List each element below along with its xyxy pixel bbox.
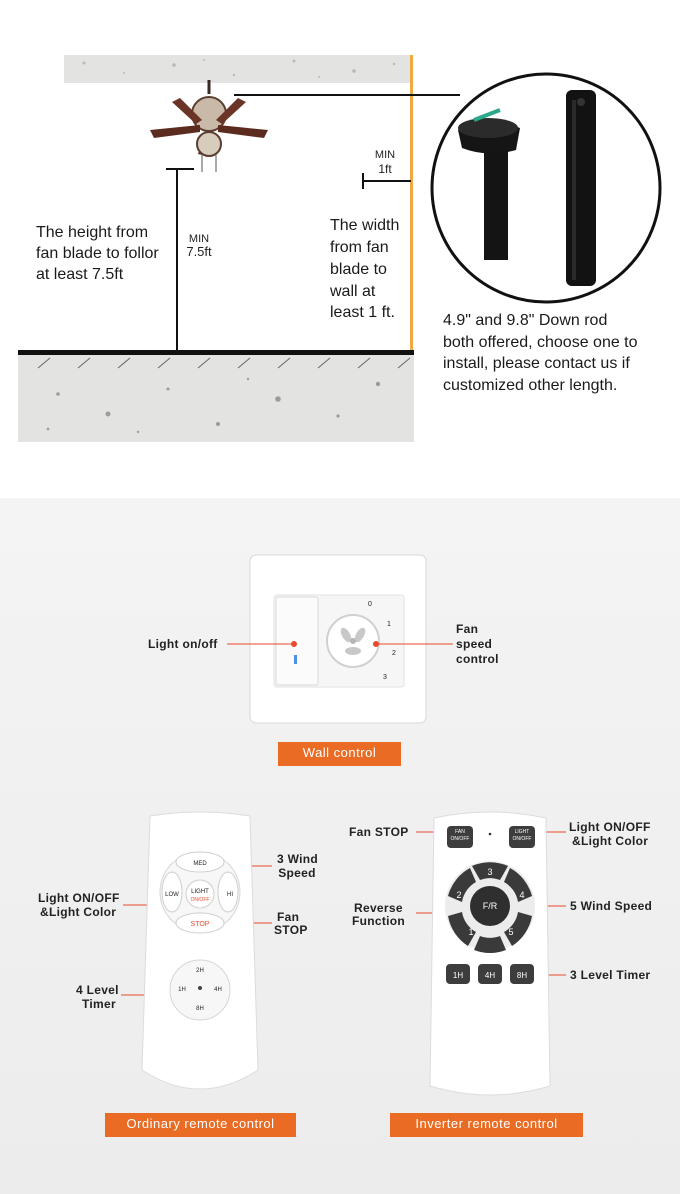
inv-light-label-2: &Light Color: [572, 834, 649, 848]
wall-light-label: Light on/off: [148, 637, 218, 651]
inverter-remote-button[interactable]: Inverter remote control: [390, 1113, 583, 1137]
inv-key-3[interactable]: 3: [487, 867, 493, 877]
inv-key-1h[interactable]: 1H: [452, 971, 464, 980]
key-med[interactable]: MED: [193, 861, 207, 867]
inv-fan-stop-label: Fan STOP: [349, 825, 409, 839]
key-hi[interactable]: HI: [227, 892, 233, 898]
width-note-line-2: from fan: [330, 239, 389, 256]
min-right-label: MIN: [374, 149, 396, 161]
inv-key-light[interactable]: LIGHT: [514, 829, 530, 835]
inv-wind-label: 5 Wind Speed: [570, 899, 653, 913]
height-note-line-1: The height from: [36, 224, 149, 241]
inv-reverse-label-2: Function: [352, 914, 406, 928]
ord-stop-label-2: STOP: [274, 923, 308, 937]
ord-stop-label-1: Fan: [277, 910, 300, 924]
ord-light-label-1: Light ON/OFF: [38, 891, 120, 905]
width-note-line-1: The width: [330, 217, 400, 234]
downrod-note-line-2: both offered, choose one to: [443, 334, 638, 351]
key-stop[interactable]: STOP: [190, 921, 210, 928]
ord-wind-label-2: Speed: [278, 866, 316, 880]
inv-timer-label: 3 Level Timer: [570, 968, 651, 982]
key-1h[interactable]: 1H: [178, 987, 186, 993]
inv-key-fan-sub: ON/OFF: [450, 836, 470, 842]
height-note-line-2: fan blade to follor: [36, 245, 159, 262]
wall-fan-speed-label-2: speed: [456, 637, 493, 651]
inv-key-light-sub: ON/OFF: [512, 836, 532, 842]
width-note-line-5: least 1 ft.: [330, 304, 395, 321]
key-low[interactable]: LOW: [165, 892, 179, 898]
key-2h[interactable]: 2H: [196, 968, 204, 974]
key-light-sub: ON/OFF: [190, 897, 210, 903]
key-light[interactable]: LIGHT: [191, 889, 209, 895]
ord-wind-label-1: 3 Wind: [276, 852, 318, 866]
height-note-line-3: at least 7.5ft: [36, 266, 124, 283]
ordinary-remote-body: [140, 810, 260, 1106]
inv-key-1[interactable]: 1: [468, 927, 474, 937]
downrod-note-line-1: 4.9" and 9.8" Down rod: [443, 312, 608, 329]
min-left-value: 7.5ft: [186, 244, 212, 259]
dial-mark-0: 0: [368, 601, 372, 608]
dial-mark-3: 3: [383, 674, 387, 681]
inverter-remote-body: [428, 810, 552, 1098]
dial-mark-1: 1: [387, 621, 391, 628]
inv-light-label-1: Light ON/OFF: [569, 820, 651, 834]
ordinary-remote-button[interactable]: Ordinary remote control: [105, 1113, 296, 1137]
wall-control-button[interactable]: Wall control: [278, 742, 401, 766]
inv-key-4h[interactable]: 4H: [484, 971, 496, 980]
ord-light-label-2: &Light Color: [40, 905, 117, 919]
min-right-value: 1ft: [378, 162, 392, 176]
key-8h[interactable]: 8H: [196, 1006, 204, 1012]
inv-key-4[interactable]: 4: [519, 890, 525, 900]
wall-fan-speed-label-3: control: [456, 652, 499, 666]
inv-key-5[interactable]: 5: [508, 927, 514, 937]
ord-timer-label-1: 4 Level: [76, 983, 119, 997]
wall-fan-speed-label-1: Fan: [456, 622, 479, 636]
inv-key-8h[interactable]: 8H: [516, 971, 528, 980]
inv-key-fan[interactable]: FAN: [455, 829, 465, 835]
inv-key-fr[interactable]: F/R: [482, 901, 498, 911]
key-4h[interactable]: 4H: [214, 987, 222, 993]
ord-timer-label-2: Timer: [82, 997, 116, 1011]
downrod-note-line-4: customized other length.: [443, 377, 618, 394]
width-note-line-3: blade to: [330, 261, 387, 278]
dial-mark-2: 2: [392, 650, 396, 657]
inv-key-2[interactable]: 2: [456, 890, 462, 900]
width-note-line-4: wall at: [330, 283, 376, 300]
inv-reverse-label-1: Reverse: [354, 901, 403, 915]
min-left-label: MIN: [188, 233, 210, 245]
downrod-note-line-3: install, please contact us if: [443, 355, 630, 372]
